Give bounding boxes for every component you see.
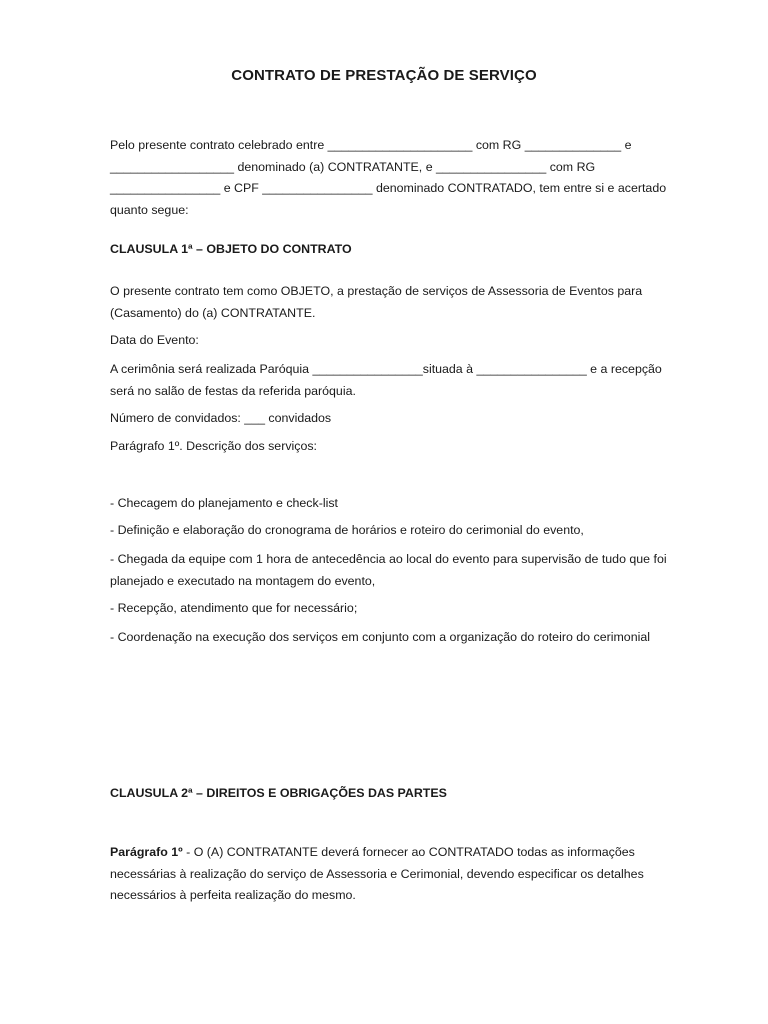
clause-2-paragraph-1-text: - O (A) CONTRATANTE deverá fornecer ao CONTRATADO todas as informações necessárias à realização do serviço de Assessoria e Cerimonial, devendo especificar os detalhes necessários à perfeita realização do mesmo. (110, 845, 644, 902)
service-item: - Recepção, atendimento que for necessário; (110, 601, 358, 615)
clause-1-object-text: O presente contrato tem como OBJETO, a prestação de serviços de Assessoria de Eventos para (Casamento) do (a) CONTRATANTE. (110, 284, 643, 320)
event-date-line: Data do Evento: (110, 333, 199, 347)
clause-2-paragraph-1 (110, 842, 670, 907)
document-title: CONTRATO DE PRESTAÇÃO DE SERVIÇO (231, 67, 537, 84)
intro-paragraph: Pelo presente contrato celebrado entre _____________________ com RG ______________ e __________________ denominado (a) CONTRATANTE, e ________________ com RG ________________ e CPF ________________ denominado CONTRATADO, tem entre si e acertado quanto segue: (110, 138, 667, 217)
service-item: - Definição e elaboração do cronograma de horários e roteiro do cerimonial do evento, (110, 523, 584, 537)
clause-2-paragraph-1-label: Parágrafo 1º (110, 845, 183, 859)
clause-2-heading: CLAUSULA 2ª – DIREITOS E OBRIGAÇÕES DAS PARTES (110, 786, 447, 800)
event-location-paragraph: A cerimônia será realizada Paróquia ________________situada à ________________ e a recepção será no salão de festas da referida paróquia. (110, 362, 662, 398)
guests-line: Número de convidados: ___ convidados (110, 411, 332, 425)
service-item: - Coordenação na execução dos serviços em conjunto com a organização do roteiro do cerimonial (110, 630, 650, 644)
services-paragraph-label: Parágrafo 1º. Descrição dos serviços: (110, 439, 317, 453)
service-item: - Chegada da equipe com 1 hora de antecedência ao local do evento para supervisão de tudo que foi planejado e executado na montagem do evento, (110, 552, 667, 588)
service-item: - Checagem do planejamento e check-list (110, 496, 338, 510)
clause-1-heading: CLAUSULA 1ª – OBJETO DO CONTRATO (110, 242, 352, 256)
